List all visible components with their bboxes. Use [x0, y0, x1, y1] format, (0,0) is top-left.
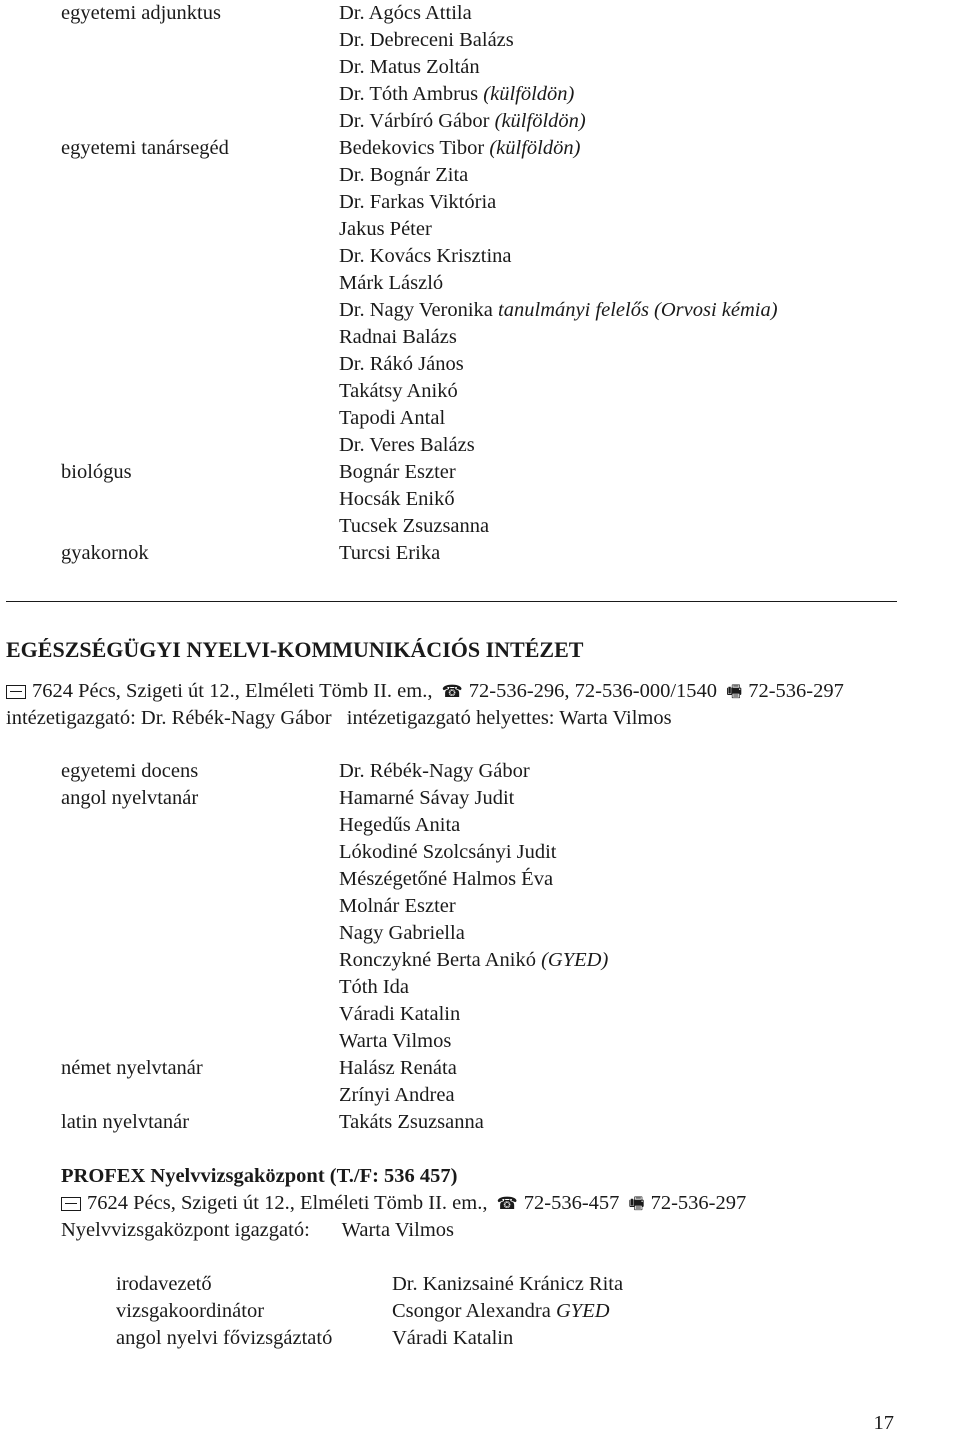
person-row	[339, 351, 778, 378]
person-name: Hamarné Sávay Judit	[339, 787, 515, 809]
person-row	[339, 324, 778, 351]
profex-title: PROFEX Nyelvvizsgaközpont (T./F: 536 457)	[61, 1165, 458, 1187]
director-name: Dr. Rébék-Nagy Gábor	[140, 707, 332, 729]
person-name: Hegedűs Anita	[339, 814, 461, 836]
mail-icon	[6, 685, 26, 699]
person-note: GYED	[555, 1300, 610, 1322]
person-name: Bedekovics Tibor	[339, 137, 485, 159]
role-label: angol nyelvtanár	[61, 787, 199, 809]
person-row	[339, 1001, 608, 1028]
person-row	[339, 216, 778, 243]
person-row	[339, 0, 778, 27]
person-name: Dr. Rébék-Nagy Gábor	[339, 760, 530, 782]
institute-address: 7624 Pécs, Szigeti út 12., Elméleti Tömb II. em.,	[32, 680, 433, 702]
person-row	[339, 947, 608, 974]
person-name: Nagy Gabriella	[339, 922, 465, 944]
person-row	[339, 162, 778, 189]
role-label: német nyelvtanár	[61, 1057, 203, 1079]
person-name: Tapodi Antal	[339, 407, 446, 429]
person-name: Hocsák Enikő	[339, 488, 455, 510]
profex-director-label: Nyelvvizsgaközpont igazgató:	[61, 1219, 310, 1241]
person-name: Dr. Veres Balázs	[339, 434, 475, 456]
profex-person	[392, 1298, 610, 1325]
person-row	[339, 135, 778, 162]
institute-fax: 72-536-297	[748, 680, 844, 702]
person-row	[339, 785, 608, 812]
person-row	[339, 486, 778, 513]
profex-contact-line	[61, 1190, 746, 1218]
person-row	[339, 189, 778, 216]
person-name: Dr. Debreceni Balázs	[339, 29, 514, 51]
person-row	[339, 432, 778, 459]
profex-person	[392, 1325, 513, 1352]
person-row	[339, 974, 608, 1001]
profex-person	[392, 1271, 623, 1298]
person-name: Dr. Nagy Veronika	[339, 299, 493, 321]
person-name: Radnai Balázs	[339, 326, 457, 348]
person-name: Mészégetőné Halmos Éva	[339, 868, 554, 890]
person-name: Dr. Várbíró Gábor	[339, 110, 490, 132]
person-row	[339, 1109, 608, 1136]
person-name: Dr. Farkas Viktória	[339, 191, 497, 213]
profex-role: vizsgakoordinátor	[116, 1300, 265, 1322]
person-row	[339, 893, 608, 920]
person-name: Halász Renáta	[339, 1057, 457, 1079]
person-name: Tóth Ida	[339, 976, 410, 998]
person-name: Váradi Katalin	[339, 1003, 461, 1025]
role-label: egyetemi tanársegéd	[61, 137, 229, 159]
person-name: Csongor Alexandra	[392, 1300, 551, 1322]
institute-phone: 72-536-296, 72-536-000/1540	[468, 680, 718, 702]
institute-directors-line	[6, 705, 672, 732]
person-row	[339, 81, 778, 108]
person-row	[339, 243, 778, 270]
fax-icon: 🖷	[628, 1194, 645, 1214]
profex-role: angol nyelvi fővizsgáztató	[116, 1327, 333, 1349]
person-name: Turcsi Erika	[339, 542, 441, 564]
profex-fax: 72-536-297	[650, 1192, 747, 1214]
mail-icon	[61, 1197, 81, 1211]
profex-role: irodavezető	[116, 1273, 212, 1295]
person-name: Warta Vilmos	[339, 1030, 452, 1052]
person-row	[339, 378, 778, 405]
person-row	[339, 1055, 608, 1082]
person-note: (külföldön)	[494, 110, 586, 132]
role-label: gyakornok	[61, 542, 149, 564]
person-name: Bognár Eszter	[339, 461, 456, 483]
institute-title: EGÉSZSÉGÜGYI NYELVI-KOMMUNIKÁCIÓS INTÉZET	[6, 637, 584, 662]
top-people-list	[339, 0, 778, 567]
phone-icon: ☎	[441, 682, 463, 702]
person-name: Dr. Bognár Zita	[339, 164, 469, 186]
page-number: 17	[873, 1412, 894, 1434]
person-row	[339, 758, 608, 785]
person-name: Váradi Katalin	[392, 1327, 514, 1349]
person-name: Dr. Agócs Attila	[339, 2, 472, 24]
person-row	[339, 27, 778, 54]
profex-address: 7624 Pécs, Szigeti út 12., Elméleti Tömb II. em.,	[87, 1192, 488, 1214]
person-row	[339, 1082, 608, 1109]
person-row	[339, 513, 778, 540]
person-row	[339, 812, 608, 839]
person-note: (külföldön)	[483, 83, 575, 105]
person-name: Dr. Kanizsainé Kránicz Rita	[392, 1273, 624, 1295]
person-row	[339, 1028, 608, 1055]
person-row	[339, 108, 778, 135]
person-name: Dr. Tóth Ambrus	[339, 83, 479, 105]
person-row	[339, 920, 608, 947]
role-label: egyetemi docens	[61, 760, 199, 782]
person-name: Jakus Péter	[339, 218, 432, 240]
person-name: Márk László	[339, 272, 444, 294]
person-name: Dr. Matus Zoltán	[339, 56, 480, 78]
person-note: (GYED)	[541, 949, 609, 971]
deputy-label: intézetigazgató helyettes:	[346, 707, 555, 729]
person-name: Dr. Rákó János	[339, 353, 464, 375]
director-label: intézetigazgató:	[6, 707, 136, 729]
profex-director-name: Warta Vilmos	[341, 1219, 454, 1241]
section-divider	[6, 601, 897, 602]
person-name: Ronczykné Berta Anikó	[339, 949, 536, 971]
person-note: (külföldön)	[489, 137, 581, 159]
staff-people-list	[339, 758, 608, 1136]
person-name: Zrínyi Andrea	[339, 1084, 455, 1106]
person-row	[339, 866, 608, 893]
person-row	[339, 54, 778, 81]
role-label: biológus	[61, 461, 132, 483]
person-name: Molnár Eszter	[339, 895, 456, 917]
person-name: Takáts Zsuzsanna	[339, 1111, 484, 1133]
person-name: Dr. Kovács Krisztina	[339, 245, 512, 267]
phone-icon: ☎	[496, 1194, 518, 1214]
deputy-name: Warta Vilmos	[559, 707, 672, 729]
role-label: egyetemi adjunktus	[61, 2, 221, 24]
person-name: Lókodiné Szolcsányi Judit	[339, 841, 557, 863]
person-name: Tucsek Zsuzsanna	[339, 515, 490, 537]
institute-contact-line	[6, 678, 844, 706]
person-row	[339, 540, 778, 567]
person-row	[339, 839, 608, 866]
person-note: tanulmányi felelős (Orvosi kémia)	[498, 299, 778, 321]
person-row	[339, 270, 778, 297]
profex-director-line	[61, 1217, 454, 1244]
fax-icon: 🖷	[726, 682, 743, 702]
person-row	[339, 405, 778, 432]
profex-phone: 72-536-457	[523, 1192, 620, 1214]
role-label: latin nyelvtanár	[61, 1111, 190, 1133]
person-row	[339, 459, 778, 486]
person-row	[339, 297, 778, 324]
person-name: Takátsy Anikó	[339, 380, 458, 402]
